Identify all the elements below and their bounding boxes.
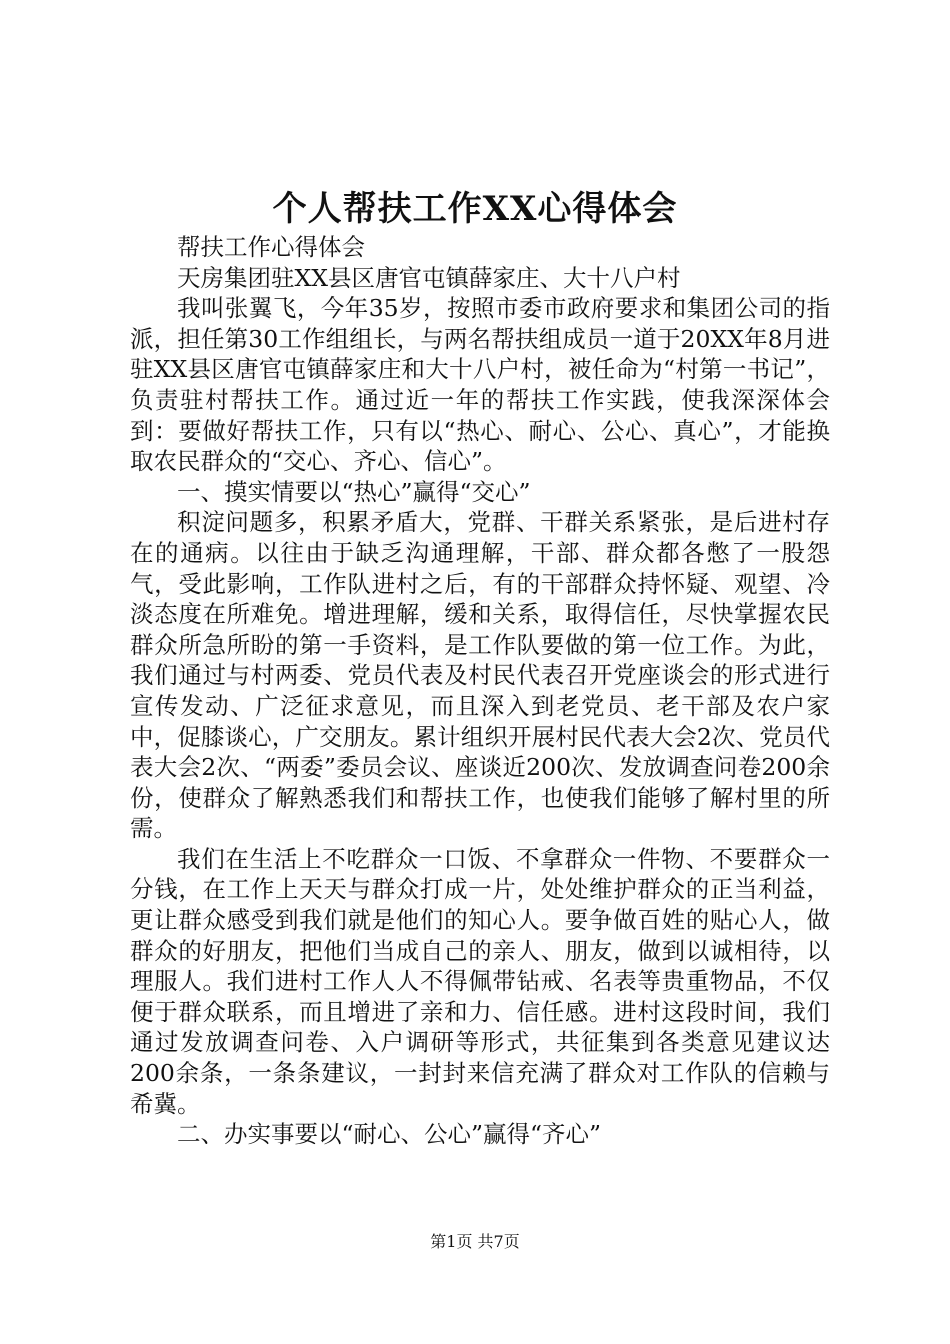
body-paragraph: 积淀问题多，积累矛盾大，党群、干群关系紧张，是后进村存在的通病。以往由于缺乏沟通理解，干部、群众都各憋了一股怨气，受此影响，工作队进村之后，有的干部群众持怀疑、观望、冷淡态度在所难免。增进理解，缓和关系，取得信任，尽快掌握农民群众所急所盼的第一手资料，是工作队要做的第一位工作。为此，我们通过与村两委、党员代表及村民代表召开党座谈会的形式进行宣传发动、广泛征求意见，而且深入到老党员、老干部及农户家中，促膝谈心，广交朋友。累计组织开展村民代表大会2次、党员代表大会2次、“两委”委员会议、座谈近200次、发放调查问卷200余份，使群众了解熟悉我们和帮扶工作，也使我们能够了解村里的所需。: [130, 508, 830, 843]
subtitle-paragraph: 帮扶工作心得体会: [177, 233, 365, 261]
document-title: 个人帮扶工作XX心得体会: [272, 189, 678, 229]
section-heading-1: 一、摸实情要以“热心”赢得“交心”: [177, 477, 531, 506]
page-footer: 第1页 共7页: [430, 1232, 520, 1251]
section-heading-2: 二、办实事要以“耐心、公心”赢得“齐心”: [177, 1120, 602, 1149]
document-body: [130, 232, 830, 1150]
body-paragraph: 我们在生活上不吃群众一口饭、不拿群众一件物、不要群众一分钱，在工作上天天与群众打成一片，处处维护群众的正当利益，更让群众感受到我们就是他们的知心人。要争做百姓的贴心人，做群众的好朋友，把他们当成自己的亲人、朋友，做到以诚相待，以理服人。我们进村工作人人不得佩带钻戒、名表等贵重物品，不仅便于群众联系，而且增进了亲和力、信任感。进村这段时间，我们通过发放调查问卷、入户调研等形式，共征集到各类意见建议达200余条，一条条建议，一封封来信充满了群众对工作队的信赖与希冀。: [130, 844, 830, 1118]
intro-paragraph: 我叫张翼飞，今年35岁，按照市委市政府要求和集团公司的指派，担任第30工作组组长，与两名帮扶组成员一道于20XX年8月进驻XX县区唐官屯镇薛家庄和大十八户村，被任命为“村第一书记”，负责驻村帮扶工作。通过近一年的帮扶工作实践，使我深深体会到：要做好帮扶工作，只有以“热心、耐心、公心、真心”，才能换取农民群众的“交心、齐心、信心”。: [130, 294, 830, 476]
unit-paragraph: 天房集团驻XX县区唐官屯镇薛家庄、大十八户村: [177, 263, 681, 292]
